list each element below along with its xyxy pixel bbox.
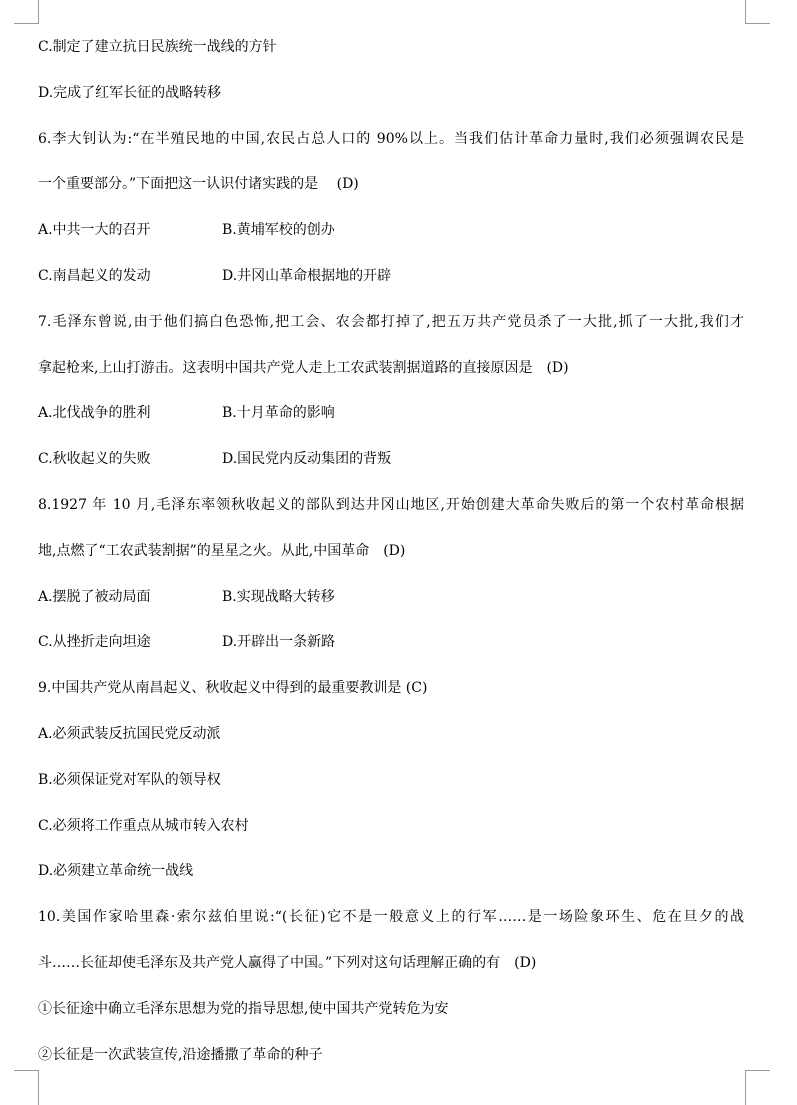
q6-options-row-1 [38, 218, 750, 264]
crop-mark-top-left-horizontal [14, 23, 39, 24]
q8-stem-line-2: 地,点燃了“工农武装割据”的星星之火。从此,中国革命 (D) [38, 542, 406, 559]
q8-options-row-1 [38, 585, 750, 631]
q5-option-c: C.制定了建立抗日民族统一战线的方针 [38, 39, 277, 55]
q7-option-b: B.十月革命的影响 [222, 405, 335, 422]
question-content [38, 35, 750, 1088]
q8-option-d: D.开辟出一条新路 [222, 634, 336, 651]
q7-options-row-1 [38, 401, 750, 447]
q7-option-d: D.国民党内反动集团的背叛 [222, 451, 392, 468]
crop-mark-bottom-left-horizontal [14, 1070, 39, 1071]
q8-option-a: A.摆脱了被动局面 [38, 588, 151, 605]
q10-stem-line-2: 斗……长征却使毛泽东及共产党人赢得了中国。”下列对这句话理解正确的有 (D) [38, 954, 537, 971]
q7-stem-line-2: 拿起枪来,上山打游击。这表明中国共产党人走上工农武装割据道路的直接原因是 (D) [38, 359, 569, 376]
crop-mark-top-left [38, 0, 39, 24]
q7-option-c: C.秋收起义的失败 [38, 451, 151, 468]
q10-stem-line-1: 10.美国作家哈里森·索尔兹伯里说:“(长征)它不是一般意义上的行军……是一场险象环生、危在旦夕的战 [38, 909, 744, 926]
q8-stem-line-1: 8.1927 年 10 月,毛泽东率领秋收起义的部队到达井冈山地区,开始创建大革命失败后的第一个农村革命根据 [38, 496, 744, 513]
q7-options-row-2 [38, 447, 750, 493]
q6-stem-line-2: 一个重要部分。”下面把这一认识付诸实践的是 (D) [38, 176, 359, 193]
q6-option-a: A.中共一大的召开 [38, 222, 151, 239]
q7-option-a: A.北伐战争的胜利 [38, 405, 151, 422]
q9-option-c: C.必须将工作重点从城市转入农村 [38, 817, 249, 834]
crop-mark-top-right-horizontal [745, 23, 770, 24]
q6-stem-line-1: 6.李大钊认为:“在半殖民地的中国,农民占总人口的 90%以上。当我们估计革命力量时,我们必须强调农民是 [38, 130, 744, 147]
q5-option-d: D.完成了红军长征的战略转移 [38, 84, 222, 101]
q8-option-b: B.实现战略大转移 [222, 588, 335, 605]
q9-stem: 9.中国共产党从南昌起义、秋收起义中得到的最重要教训是 (C) [38, 680, 428, 697]
q9-option-d: D.必须建立革命统一战线 [38, 863, 194, 880]
q6-option-d: D.井冈山革命根据地的开辟 [222, 267, 392, 284]
q7-stem-line-1: 7.毛泽东曾说,由于他们搞白色恐怖,把工会、农会都打掉了,把五万共产党员杀了一大批,抓了一大批,我们才 [38, 313, 744, 330]
q10-item-1: ①长征途中确立毛泽东思想为党的指导思想,使中国共产党转危为安 [38, 1000, 449, 1017]
q9-option-a: A.必须武装反抗国民党反动派 [38, 725, 221, 742]
q10-item-2: ②长征是一次武装宣传,沿途播撒了革命的种子 [38, 1046, 323, 1063]
q6-option-b: B.黄埔军校的创办 [222, 222, 335, 239]
q9-option-b: B.必须保证党对军队的领导权 [38, 771, 221, 788]
q8-option-c: C.从挫折走向坦途 [38, 634, 151, 651]
crop-mark-top-right [745, 0, 746, 24]
q8-options-row-2 [38, 630, 750, 676]
q6-option-c: C.南昌起义的发动 [38, 267, 151, 284]
q6-options-row-2 [38, 264, 750, 310]
